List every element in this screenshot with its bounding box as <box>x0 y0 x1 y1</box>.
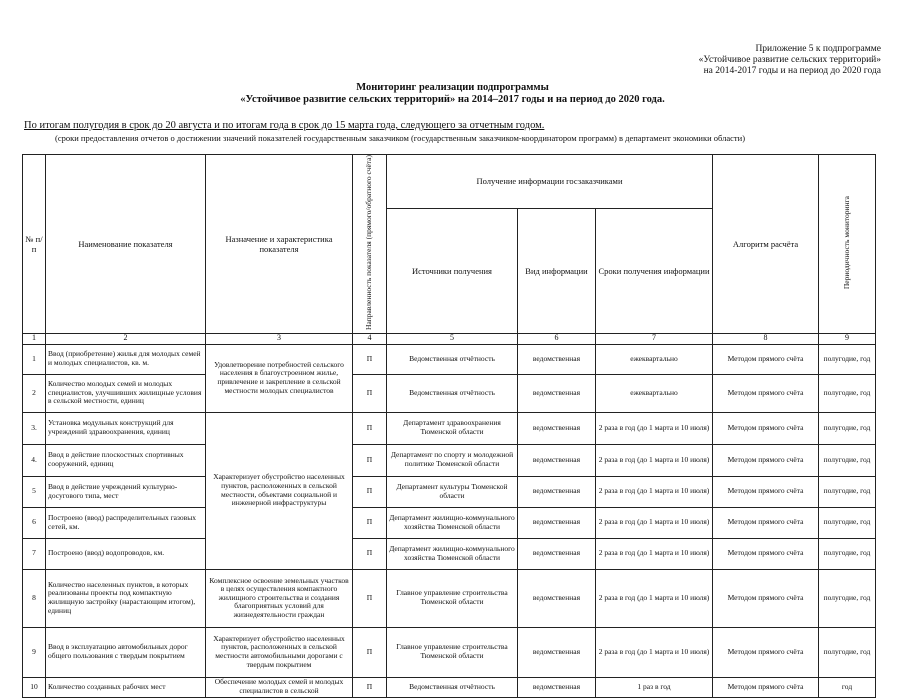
row-name: Количество созданных рабочих мест <box>46 677 206 697</box>
table-row <box>23 627 876 677</box>
row-period: полугодие, год <box>819 476 876 507</box>
row-info-terms: 1 раз в год <box>596 677 713 697</box>
row-num: 7 <box>23 538 46 569</box>
row-info-type: ведомственная <box>518 627 596 677</box>
row-num: 4. <box>23 444 46 476</box>
row-name: Ввод в действие учреждений культурно-досугового типа, мест <box>46 476 206 507</box>
table-row <box>23 374 876 412</box>
row-num: 9 <box>23 627 46 677</box>
row-purpose: Обеспечение молодых семей и молодых специалистов в сельской <box>206 677 353 697</box>
header-row-1 <box>23 155 876 209</box>
title-line-2: «Устойчивое развитие сельских территорий» на 2014–2017 годы и на период до 2020 года. <box>240 94 665 105</box>
row-name: Построено (ввод) распределительных газовых сетей, км. <box>46 507 206 538</box>
row-source: Ведомственная отчётность <box>387 344 518 374</box>
column-number: 2 <box>46 333 206 344</box>
row-info-terms: 2 раза в год (до 1 марта и 10 июля) <box>596 412 713 444</box>
row-source: Департамент здравоохранения Тюменской области <box>387 412 518 444</box>
row-direction: П <box>353 444 387 476</box>
row-algorithm: Методом прямого счёта <box>713 507 819 538</box>
table-row <box>23 569 876 627</box>
row-algorithm: Методом прямого счёта <box>713 627 819 677</box>
row-name: Количество населенных пунктов, в которых реализованы проекты под компактную жилищную застройку (нарастающим итогом), единиц <box>46 569 206 627</box>
row-purpose: Характеризует обустройство населенных пунктов, расположенных в сельской местности автомобильными дорогами с твердым покрытием <box>206 627 353 677</box>
row-source: Главное управление строительства Тюменской области <box>387 627 518 677</box>
row-name: Построено (ввод) водопроводов, км. <box>46 538 206 569</box>
row-source: Департамент культуры Тюменской области <box>387 476 518 507</box>
row-info-type: ведомственная <box>518 412 596 444</box>
header-name: Наименование показателя <box>46 155 206 334</box>
row-algorithm: Методом прямого счёта <box>713 476 819 507</box>
row-source: Главное управление строительства Тюменской области <box>387 569 518 627</box>
row-period: полугодие, год <box>819 627 876 677</box>
row-info-type: ведомственная <box>518 507 596 538</box>
row-info-terms: 2 раза в год (до 1 марта и 10 июля) <box>596 507 713 538</box>
row-num: 6 <box>23 507 46 538</box>
column-numbers-row <box>23 333 876 344</box>
row-info-type: ведомственная <box>518 569 596 627</box>
header-info-terms: Сроки получения информации <box>596 208 713 333</box>
row-algorithm: Методом прямого счёта <box>713 444 819 476</box>
row-source: Департамент жилищно-коммунального хозяйства Тюменской области <box>387 507 518 538</box>
row-direction: П <box>353 344 387 374</box>
row-info-type: ведомственная <box>518 538 596 569</box>
table-row <box>23 476 876 507</box>
row-info-type: ведомственная <box>518 476 596 507</box>
row-direction: П <box>353 412 387 444</box>
row-direction: П <box>353 538 387 569</box>
row-info-terms: 2 раза в год (до 1 марта и 10 июля) <box>596 569 713 627</box>
row-source: Департамент по спорту и молодежной политике Тюменской области <box>387 444 518 476</box>
row-period: полугодие, год <box>819 412 876 444</box>
row-direction: П <box>353 627 387 677</box>
row-name: Установка модульных конструкций для учреждений здравоохранения, единиц <box>46 412 206 444</box>
header-sources: Источники получения <box>387 208 518 333</box>
column-number: 4 <box>353 333 387 344</box>
row-purpose: Удовлетворение потребностей сельского населения в благоустроенном жилье, привлечение и закрепление в сельской местности молодых специалистов <box>206 344 353 412</box>
table-row <box>23 677 876 697</box>
row-purpose: Комплексное освоение земельных участков в целях осуществления компактного жилищного строительства и создания благоприятных условий для жизнедеятельности граждан <box>206 569 353 627</box>
row-period: полугодие, год <box>819 538 876 569</box>
row-algorithm: Методом прямого счёта <box>713 677 819 697</box>
row-purpose: Характеризует обустройство населенных пунктов, расположенных в сельской местности, объектами социальной и инженерной инфраструктуры <box>206 412 353 569</box>
row-num: 3. <box>23 412 46 444</box>
row-info-type: ведомственная <box>518 374 596 412</box>
column-number: 1 <box>23 333 46 344</box>
row-period: полугодие, год <box>819 569 876 627</box>
header-direction-cell <box>353 155 387 334</box>
column-number: 6 <box>518 333 596 344</box>
table-row <box>23 412 876 444</box>
reporting-note: (сроки предоставления отчетов о достижении значений показателей государственным заказчиком (государственным заказчиком-координатором программ) в департамент экономики области) <box>55 133 746 143</box>
row-name: Количество молодых семей и молодых специалистов, улучшивших жилищные условия в сельской местности, единиц <box>46 374 206 412</box>
row-info-terms: 2 раза в год (до 1 марта и 10 июля) <box>596 627 713 677</box>
row-num: 1 <box>23 344 46 374</box>
row-direction: П <box>353 476 387 507</box>
row-info-terms: 2 раза в год (до 1 марта и 10 июля) <box>596 538 713 569</box>
column-number: 3 <box>206 333 353 344</box>
annex-line-1: Приложение 5 к подпрограмме <box>755 44 881 54</box>
monitoring-table <box>22 154 876 698</box>
row-num: 2 <box>23 374 46 412</box>
row-info-type: ведомственная <box>518 344 596 374</box>
table-row <box>23 507 876 538</box>
row-num: 8 <box>23 569 46 627</box>
column-number: 5 <box>387 333 518 344</box>
table-row <box>23 344 876 374</box>
header-num: № п/п <box>23 155 46 334</box>
row-info-terms: ежеквартально <box>596 344 713 374</box>
title-line-1: Мониторинг реализации подпрограммы <box>356 82 549 93</box>
row-info-type: ведомственная <box>518 677 596 697</box>
header-algorithm: Алгоритм расчёта <box>713 155 819 334</box>
row-algorithm: Методом прямого счёта <box>713 538 819 569</box>
row-direction: П <box>353 569 387 627</box>
header-direction: Направленность показателя (прямого/обратного счёта) <box>364 155 374 330</box>
row-source: Ведомственная отчётность <box>387 374 518 412</box>
column-number: 8 <box>713 333 819 344</box>
row-direction: П <box>353 677 387 697</box>
row-info-terms: 2 раза в год (до 1 марта и 10 июля) <box>596 444 713 476</box>
table-row <box>23 538 876 569</box>
row-period: полугодие, год <box>819 444 876 476</box>
column-number: 9 <box>819 333 876 344</box>
row-direction: П <box>353 374 387 412</box>
row-period: полугодие, год <box>819 344 876 374</box>
row-source: Ведомственная отчётность <box>387 677 518 697</box>
row-name: Ввод в эксплуатацию автомобильных дорог общего пользования с твердым покрытием <box>46 627 206 677</box>
row-name: Ввод в действие плоскостных спортивных сооружений, единиц <box>46 444 206 476</box>
column-number: 7 <box>596 333 713 344</box>
row-algorithm: Методом прямого счёта <box>713 412 819 444</box>
annex-line-3: на 2014-2017 годы и на период до 2020 года <box>703 66 881 76</box>
row-period: полугодие, год <box>819 507 876 538</box>
header-periodicity: Периодичность мониторинга <box>841 195 851 290</box>
annex-line-2: «Устойчивое развитие сельских территорий» <box>698 55 881 65</box>
row-info-terms: ежеквартально <box>596 374 713 412</box>
header-info-type: Вид информации <box>518 208 596 333</box>
table-row <box>23 444 876 476</box>
header-purpose: Назначение и характеристика показателя <box>206 155 353 334</box>
row-name: Ввод (приобретение) жилья для молодых семей и молодых специалистов, кв. м. <box>46 344 206 374</box>
row-info-type: ведомственная <box>518 444 596 476</box>
header-periodicity-cell <box>819 155 876 334</box>
row-source: Департамент жилищно-коммунального хозяйства Тюменской области <box>387 538 518 569</box>
row-period: полугодие, год <box>819 374 876 412</box>
row-algorithm: Методом прямого счёта <box>713 344 819 374</box>
header-receipt: Получение информации госзаказчиками <box>387 155 713 209</box>
deadline-note: По итогам полугодия в срок до 20 августа и по итогам года в срок до 15 марта года, следующего за отчетным годом. <box>24 120 545 131</box>
row-num: 10 <box>23 677 46 697</box>
row-direction: П <box>353 507 387 538</box>
row-algorithm: Методом прямого счёта <box>713 374 819 412</box>
row-algorithm: Методом прямого счёта <box>713 569 819 627</box>
row-info-terms: 2 раза в год (до 1 марта и 10 июля) <box>596 476 713 507</box>
document-title <box>0 82 905 106</box>
annex-note <box>699 44 881 77</box>
row-num: 5 <box>23 476 46 507</box>
row-period: год <box>819 677 876 697</box>
